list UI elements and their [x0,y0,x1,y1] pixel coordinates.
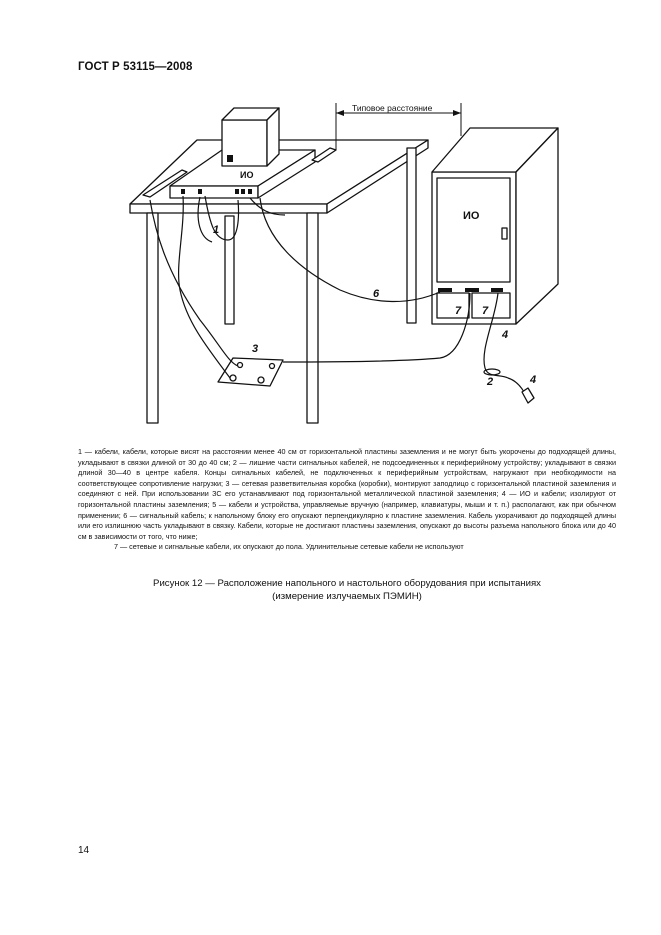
figure-note: 1 — кабели, кабели, которые висят на расстоянии менее 40 см от горизонтальной пластины заземления и не могут быть укорочены до подходящей длины, укладывают в связки длиной от 30 до 40 см; 2 — лишние части сигнальных кабелей, не подсоединенных к периферийному устройству; укладывают в связки длиной 30—40 в центре кабеля. Концы сигнальных кабелей, не подключенных к периферийным устройствам, нагружают при необходимости на соответствующее сопротивление нагрузки; 3 — сетевая разветвительная коробка (коробки), монтируют заподлицо с горизонтальной пластиной заземления и соединяют с ней. При использовании ЗС его устанавливают под горизонтальной металлической пластиной заземления; 4 — ИО и кабели; изолируют от горизонтальной пластины заземления; 5 — кабели и устройства, управляемые вручную (например, клавиатуры, мыши и т. п.) располагают, как при обычном применении; 6 — сигнальный кабель; к напольному блоку его опускают перпендикулярно к пластине заземления. Кабель укорачивают до подходящей длины или его излишнюю часть укладывают в связку. Кабели, которые не достигают пластины заземления, опускают до высоты разъема напольного блока или до 40 см в зависимости от того, что ниже; [78,447,616,541]
figure-title-line: Рисунок 12 — Расположение напольного и настольного оборудования при испытаниях [153,578,541,589]
table-leg-back-right [407,148,416,323]
page-number: 14 [78,845,90,856]
page-header: ГОСТ Р 53115—2008 [78,61,193,73]
label-6: 6 [373,288,380,300]
figure-notes [78,447,616,553]
figure-title-line: (измерение излучаемых ПЭМИН) [272,590,422,602]
figure-title [78,578,616,603]
label-io-cabinet: ИО [463,210,480,222]
table-leg-back-left [225,216,234,324]
label-2: 2 [487,376,494,388]
equipment-diagram [0,0,661,440]
label-4-plug: 4 [530,374,537,386]
figure-note: 7 — сетевые и сигнальные кабели, их опускают до пола. Удлинительные сетевые кабели не используют [114,542,464,552]
table-top-front [130,204,327,213]
label-3: 3 [252,343,259,355]
label-1: 1 [213,224,220,236]
label-7-right: 7 [482,305,489,317]
table-leg-front-left [147,213,158,423]
label-7-left: 7 [455,305,462,317]
label-typical-distance: Типовое расстояние [352,103,433,113]
table-leg-front-right [307,213,318,423]
label-io-table: ИО [240,170,254,180]
mains-plug [522,388,534,403]
floor-junction-box [218,358,283,386]
label-4-cabinet: 4 [502,329,509,341]
